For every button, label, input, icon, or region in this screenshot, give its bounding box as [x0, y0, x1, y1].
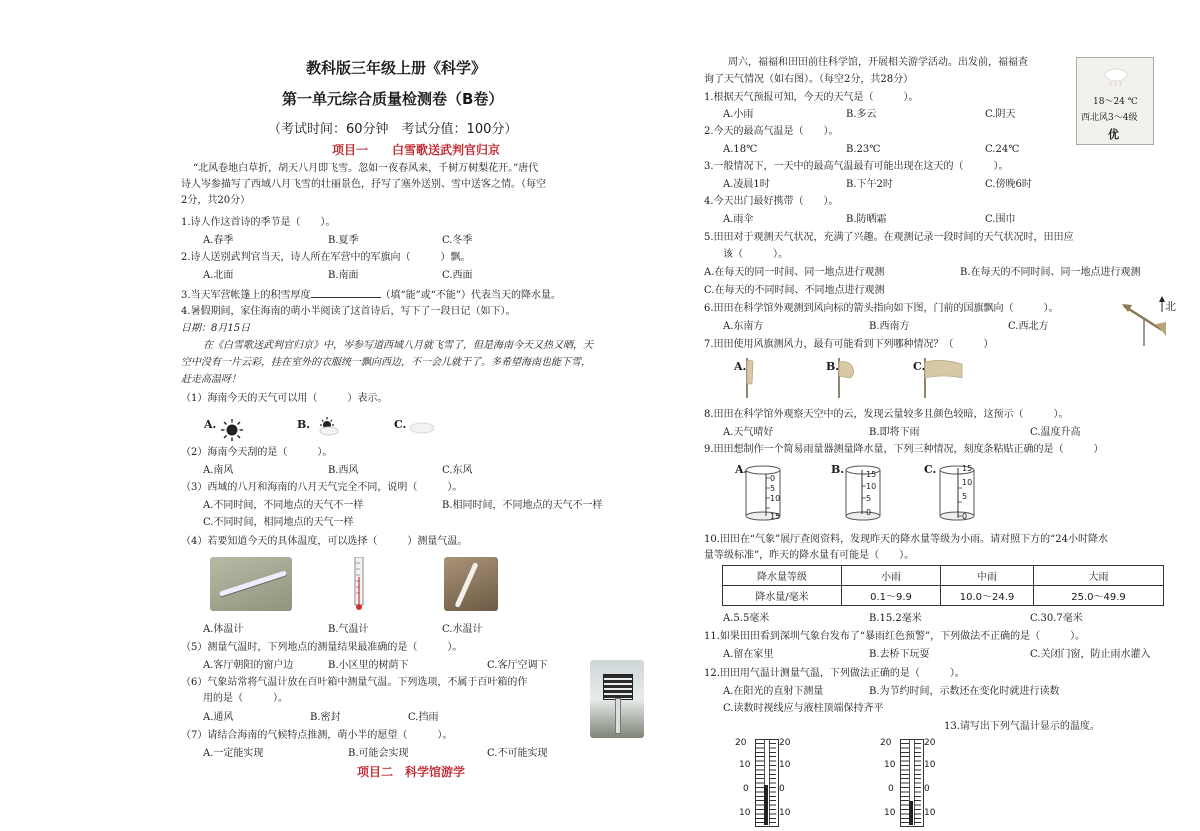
- r9-option-a[interactable]: A.: [735, 463, 748, 476]
- q4-3-option-b[interactable]: B.相同时间，不同地点的天气不一样: [442, 500, 603, 511]
- thermometer-b: [880, 737, 942, 827]
- svg-text:15: 15: [866, 470, 877, 479]
- r-question-6: 6.田田在科学馆外观测到风向标的箭头指向如下图，门前的国旗飘向（ ）。: [704, 303, 1059, 314]
- north-label: 北: [1165, 300, 1176, 313]
- r-question-2: 2.今天的最高气温是（ ）。: [704, 126, 839, 137]
- q4-4-option-b[interactable]: B.气温计: [328, 624, 369, 635]
- svg-text:10: 10: [770, 494, 781, 503]
- r11-option-c[interactable]: C.关闭门窗，防止雨水灌入: [1030, 649, 1151, 660]
- r7-option-b[interactable]: B.: [826, 360, 840, 373]
- r12-option-b[interactable]: B.为节约时间，示数还在变化时就进行读数: [869, 686, 1060, 697]
- q1-option-a[interactable]: A.春季: [203, 235, 234, 246]
- r3-option-a[interactable]: A.凌晨1时: [723, 179, 770, 190]
- r12-option-c[interactable]: C.读数时视线应与液柱顶端保持齐平: [723, 703, 884, 714]
- flag-flying-icon: [922, 358, 966, 398]
- r6-option-c[interactable]: C.西北方: [1008, 321, 1049, 332]
- weather-forecast-card: [1076, 57, 1154, 145]
- svg-text:5: 5: [770, 484, 776, 493]
- trip-intro-line1: 周六，福福和田田前往科学馆，开展相关游学活动。出发前，福福查: [728, 57, 1028, 68]
- section-title-1: 项目一 白雪歌送武判官归京: [332, 143, 501, 157]
- water-thermometer-photo: [444, 557, 498, 611]
- r-question-5-line1: 5.田田对于观测天气状况，充满了兴趣。在观测记录一段时间的天气状况时，田田应: [704, 232, 1074, 243]
- r12-option-a[interactable]: A.在阳光的直射下测量: [723, 686, 824, 697]
- svg-text:0: 0: [866, 508, 872, 517]
- r8-option-c[interactable]: C.温度升高: [1030, 427, 1081, 438]
- q4-2-option-b[interactable]: B.西风: [328, 465, 359, 476]
- r-question-9: 9.田田想制作一个简易雨量器测量降水量，下列三种情况，刻度条粘贴正确的是（ ）: [704, 444, 1104, 455]
- r7-option-c[interactable]: C.: [913, 360, 926, 373]
- q4-7-option-a[interactable]: A.一定能实现: [203, 748, 264, 759]
- svg-text:10: 10: [962, 478, 973, 487]
- exam-info: （考试时间：60分钟 考试分值：100分）: [268, 122, 518, 137]
- poem-intro-line2: 诗人岑参描写了西域八月飞雪的壮丽景色，抒写了塞外送别、雪中送客之情。（每空: [181, 179, 546, 190]
- tick-label: 10: [924, 760, 936, 770]
- card-temperature: 18～24 ℃: [1093, 97, 1138, 107]
- r3-option-b[interactable]: B.下午2时: [846, 179, 893, 190]
- q4-4-option-a[interactable]: A.体温计: [203, 624, 244, 635]
- q4-1-option-b[interactable]: B.: [297, 418, 311, 431]
- diary-line3: 赶走高温呀！: [181, 374, 241, 385]
- svg-text:0: 0: [770, 474, 776, 483]
- tick-label: 0: [924, 784, 930, 794]
- r2-option-c[interactable]: C.24℃: [985, 144, 1020, 155]
- r1-option-c[interactable]: C.阴天: [985, 109, 1016, 120]
- table-row: [723, 586, 1164, 606]
- sun-cloud-icon: [312, 417, 342, 437]
- q4-3-option-c[interactable]: C.不同时间，相同地点的天气一样: [203, 517, 354, 528]
- question-3: [181, 287, 561, 302]
- r-question-13: 13.请写出下列气温计显示的温度。: [944, 721, 1100, 732]
- r11-option-a[interactable]: A.留在家里: [723, 649, 774, 660]
- tick-label: 10: [779, 760, 791, 770]
- cloud-rain-icon: [1103, 66, 1129, 88]
- table-header-cell: 小雨: [842, 566, 941, 586]
- r5-option-a[interactable]: A.在每天的同一时间、同一地点进行观测: [704, 267, 885, 278]
- r2-option-a[interactable]: A.18℃: [723, 144, 758, 155]
- r10-option-a[interactable]: A.5.5毫米: [723, 613, 770, 624]
- tick-label: 0: [888, 784, 894, 794]
- svg-text:5: 5: [962, 492, 968, 501]
- question-4-4: （4）若要知道今天的具体温度，可以选择（ ）测量气温。: [181, 536, 468, 547]
- question-4-7: （7）请结合海南的气候特点推测，萌小半的愿望（ ）。: [181, 730, 453, 741]
- question-4-2: （2）海南今天刮的是（ ）。: [181, 447, 333, 458]
- r3-option-c[interactable]: C.傍晚6时: [985, 179, 1032, 190]
- q3-text-a: 3.当天军营帐篷上的积雪厚度: [181, 290, 311, 301]
- q4-2-option-a[interactable]: A.南风: [203, 465, 234, 476]
- q4-4-option-c[interactable]: C.水温计: [442, 624, 483, 635]
- poem-intro-line3: 2分，共20分）: [181, 195, 251, 206]
- card-wind: 西北风3～4级: [1081, 113, 1138, 123]
- q4-6-option-a[interactable]: A.通风: [203, 712, 234, 723]
- question-2: 2.诗人送别武判官当天，诗人所在军营中的军旗向（ ）飘。: [181, 252, 471, 263]
- r-question-8: 8.田田在科学馆外观察天空中的云，发现云量较多且颜色较暗，这预示（ ）。: [704, 409, 1069, 420]
- tick-label: 20: [880, 738, 892, 748]
- svg-text:5: 5: [866, 494, 872, 503]
- q1-option-c[interactable]: C.冬季: [442, 235, 473, 246]
- r9-option-c[interactable]: C.: [924, 463, 937, 476]
- flag-hanging-icon: [744, 358, 764, 398]
- question-4-1: （1）海南今天的天气可以用（ ）表示。: [181, 393, 388, 404]
- q2-option-c[interactable]: C.西面: [442, 270, 473, 281]
- tick-label: 0: [779, 784, 785, 794]
- table-header-cell: 大雨: [1034, 566, 1164, 586]
- table-cell: 0.1～9.9: [842, 586, 941, 606]
- diary-line2: 空中没有一片云彩，挂在室外的衣服统一飘向西边，不一会儿就干了。多希望海南也能下雪，: [181, 357, 591, 368]
- r8-option-a[interactable]: A.天气晴好: [723, 427, 774, 438]
- question-4: 4.暑假期间，家住海南的萌小半阅读了这首诗后，写下了一段日记（如下）。: [181, 306, 516, 317]
- q4-5-option-c[interactable]: C.客厅空调下: [487, 660, 548, 671]
- tick-label: 10: [739, 760, 751, 770]
- r1-option-a[interactable]: A.小雨: [723, 109, 754, 120]
- flag-slight-icon: [836, 358, 866, 398]
- rain-gauge-c: [936, 464, 978, 522]
- tick-label: 10: [739, 808, 751, 818]
- q4-6-option-c[interactable]: C.挡雨: [408, 712, 439, 723]
- q3-text-b: （填“能”或“不能”）代表当天的降水量。: [380, 290, 561, 301]
- tick-label: 10: [884, 760, 896, 770]
- r4-option-a[interactable]: A.雨伞: [723, 214, 754, 225]
- question-4-6-line2: 用的是（ ）。: [203, 693, 288, 704]
- r1-option-b[interactable]: B.多云: [846, 109, 877, 120]
- r-question-3: 3.一般情况下，一天中的最高气温最有可能出现在这天的（ ）。: [704, 161, 1009, 172]
- r-question-4: 4.今天出门最好携带（ ）。: [704, 196, 839, 207]
- exam-subtitle: 第一单元综合质量检测卷（B卷）: [282, 90, 504, 108]
- r2-option-b[interactable]: B.23℃: [846, 144, 881, 155]
- svg-text:15: 15: [770, 512, 781, 521]
- trip-intro-line2: 询了天气情况（如右图）。（每空2分，共28分）: [704, 74, 914, 85]
- r6-option-a[interactable]: A.东南方: [723, 321, 764, 332]
- section-title-2: 项目二 科学馆游学: [357, 765, 466, 779]
- r-question-10-line2: 量等级标准”，昨天的降水量有可能是（ ）。: [704, 550, 915, 561]
- q4-5-option-a[interactable]: A.客厅朝阳的窗户边: [203, 660, 294, 671]
- r10-option-b[interactable]: B.15.2毫米: [869, 613, 922, 624]
- r8-option-b[interactable]: B.即将下雨: [869, 427, 920, 438]
- q2-option-a[interactable]: A.北面: [203, 270, 234, 281]
- r6-option-b[interactable]: B.西南方: [869, 321, 910, 332]
- tick-label: 10: [924, 808, 936, 818]
- tick-label: 10: [884, 808, 896, 818]
- r-question-1: 1.根据天气预报可知，今天的天气是（ ）。: [704, 92, 919, 103]
- table-row: [723, 566, 1164, 586]
- q4-3-option-a[interactable]: A.不同时间，不同地点的天气不一样: [203, 500, 364, 511]
- air-thermometer-image: [353, 557, 365, 611]
- diary-line1: 在《白雪歌送武判官归京》中，岑参写道西域八月就飞雪了，但是海南今天又热又晒，天: [203, 340, 593, 351]
- exam-title: 教科版三年级上册《科学》: [306, 59, 487, 77]
- q4-6-option-b[interactable]: B.密封: [310, 712, 341, 723]
- r10-option-c[interactable]: C.30.7毫米: [1030, 613, 1083, 624]
- r4-option-c[interactable]: C.围巾: [985, 214, 1016, 225]
- r-question-5-line2: 该（ ）。: [723, 249, 788, 260]
- diary-date: 日期：8月15日: [181, 323, 251, 334]
- precipitation-table: [722, 565, 1164, 606]
- card-air-quality: 优: [1108, 128, 1119, 141]
- cloud-icon: [408, 420, 436, 434]
- tick-label: 20: [924, 738, 936, 748]
- svg-text:15: 15: [962, 464, 973, 473]
- q4-7-option-c[interactable]: C.不可能实现: [487, 748, 548, 759]
- r5-option-b[interactable]: B.在每天的不同时间、同一地点进行观测: [960, 267, 1141, 278]
- r11-option-b[interactable]: B.去桥下玩耍: [869, 649, 930, 660]
- q4-2-option-c[interactable]: C.东风: [442, 465, 473, 476]
- table-cell: 降水量/毫米: [723, 586, 842, 606]
- q4-5-option-b[interactable]: B.小区里的树荫下: [328, 660, 409, 671]
- body-thermometer-photo: [210, 557, 292, 611]
- thermometer-a: [735, 737, 797, 827]
- r-question-10-line1: 10.田田在“气象”展厅查阅资料，发现昨天的降水量等级为小雨。请对照下方的“24小时降水: [704, 534, 1108, 545]
- table-header-cell: 降水量等级: [723, 566, 842, 586]
- q3-blank[interactable]: [311, 287, 381, 298]
- tick-label: 20: [735, 738, 747, 748]
- table-cell: 10.0～24.9: [941, 586, 1034, 606]
- question-4-5: （5）测量气温时，下列地点的测量结果最准确的是（ ）。: [181, 642, 463, 653]
- question-4-3: （3）西域的八月和海南的八月天气完全不同，说明（ ）。: [181, 482, 463, 493]
- q1-option-b[interactable]: B.夏季: [328, 235, 359, 246]
- q4-1-option-c[interactable]: C.: [394, 418, 407, 431]
- q4-7-option-b[interactable]: B.可能会实现: [348, 748, 409, 759]
- poem-intro-line1: “北风卷地白草折，胡天八月即飞雪。忽如一夜春风来，千树万树梨花开。”唐代: [193, 163, 539, 174]
- q2-option-b[interactable]: B.南面: [328, 270, 359, 281]
- tick-label: 10: [779, 808, 791, 818]
- r5-option-c[interactable]: C.在每天的不同时间、不同地点进行观测: [704, 285, 885, 296]
- louvered-screen-photo: [590, 660, 644, 738]
- tick-label: 20: [779, 738, 791, 748]
- table-header-cell: 中雨: [941, 566, 1034, 586]
- r-question-7: 7.田田使用风旗测风力，最有可能看到下列哪种情况？（ ）: [704, 339, 994, 350]
- sun-icon: [221, 419, 243, 441]
- r-question-11: 11.如果田田看到深圳气象台发布了“暴雨红色预警”，下列做法不正确的是（ ）。: [704, 631, 1086, 642]
- question-4-6-line1: （6）气象站常将气温计放在百叶箱中测量气温。下列选项，不属于百叶箱的作: [181, 677, 528, 688]
- r9-option-b[interactable]: B.: [831, 463, 845, 476]
- q4-1-option-a[interactable]: A.: [204, 418, 217, 431]
- tick-label: 0: [743, 784, 749, 794]
- r7-option-a[interactable]: A.: [734, 360, 747, 373]
- svg-text:0: 0: [962, 512, 968, 521]
- table-cell: 25.0～49.9: [1034, 586, 1164, 606]
- svg-text:10: 10: [866, 482, 877, 491]
- rain-gauge-a: [742, 464, 784, 522]
- r4-option-b[interactable]: B.防晒霜: [846, 214, 887, 225]
- question-1: 1.诗人作这首诗的季节是（ ）。: [181, 217, 336, 228]
- rain-gauge-b: [842, 464, 884, 522]
- r-question-12: 12.田田用气温计测量气温，下列做法正确的是（ ）。: [704, 668, 965, 679]
